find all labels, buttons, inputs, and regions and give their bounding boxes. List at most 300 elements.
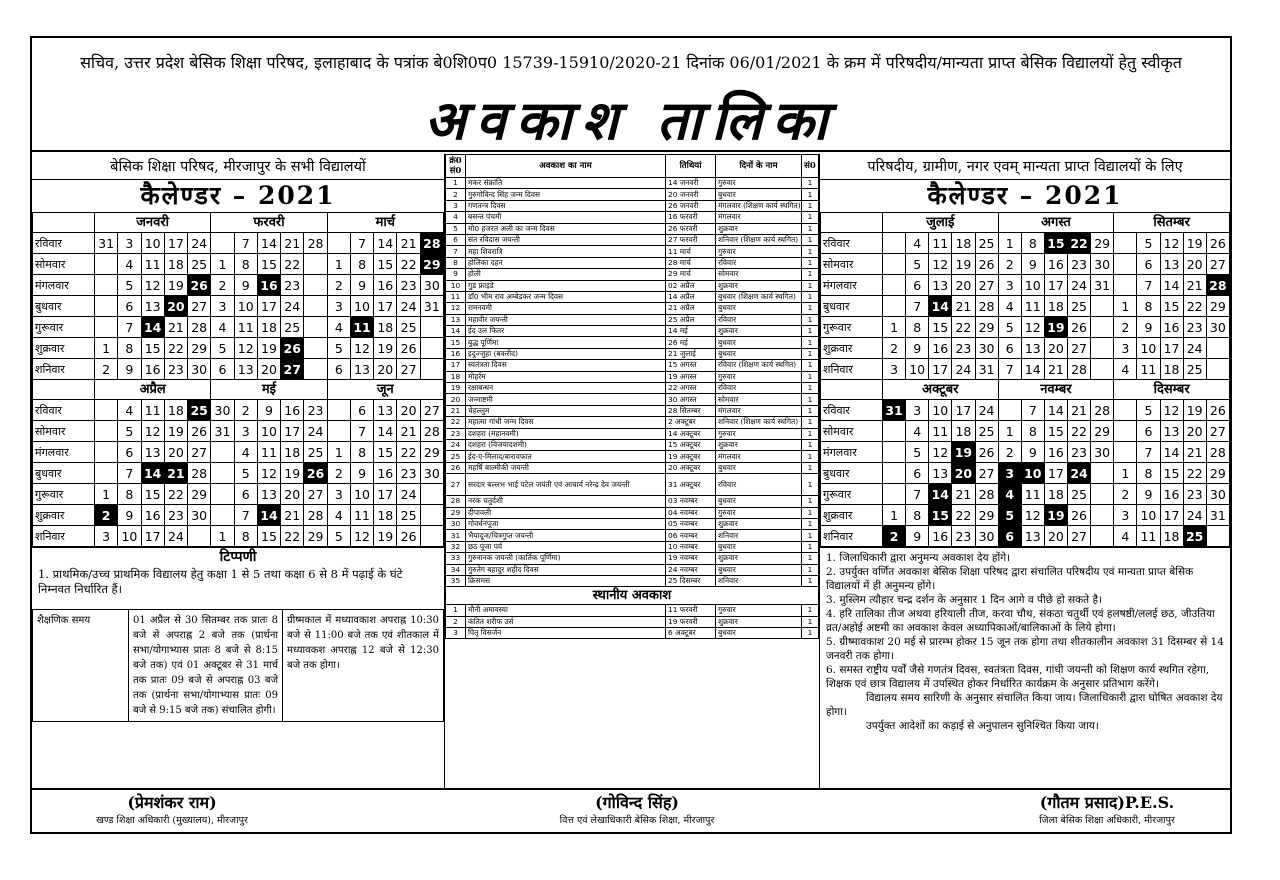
date-cell: 4 xyxy=(118,400,141,421)
holiday-row xyxy=(446,530,819,541)
date-cell: 1 xyxy=(883,505,906,526)
holiday-name: महर्षि बाल्मीकी जयन्ती xyxy=(466,462,666,473)
notes-title: टिप्पणी xyxy=(32,547,444,565)
date-cell: 25 xyxy=(397,505,420,526)
holiday-name: रक्षाबन्धन xyxy=(466,383,666,394)
serial-number: 32 xyxy=(446,541,466,552)
holiday-count: 1 xyxy=(802,223,819,234)
weekday-label: शुक्रवार xyxy=(821,338,883,359)
holiday-count: 1 xyxy=(802,553,819,564)
weekday-label: मंगलवार xyxy=(33,442,95,463)
holiday-day: बुधवार xyxy=(716,462,802,473)
holiday-name: सरदार बल्लभ भाई पटेल जयंती एवं आचार्य नरेन्द्र देव जयन्ती xyxy=(466,474,666,496)
date-cell: 19 xyxy=(374,338,397,359)
holiday-count: 1 xyxy=(802,451,819,462)
date-cell: 19 xyxy=(164,275,187,296)
month-header: जनवरी xyxy=(95,213,211,233)
date-cell xyxy=(1091,505,1114,526)
date-cell: 10 xyxy=(234,296,257,317)
weekday-label: शनिवार xyxy=(33,526,95,547)
serial-number: 21 xyxy=(446,405,466,416)
serial-number: 1 xyxy=(446,178,466,189)
holiday-day: गुरुवार xyxy=(716,507,802,518)
week-row xyxy=(821,421,1230,442)
date-cell: 11 xyxy=(929,421,952,442)
date-cell xyxy=(420,338,443,359)
header-day-names: दिनों के नाम xyxy=(716,155,802,178)
holiday-table-header xyxy=(446,155,819,178)
date-cell: 9 xyxy=(118,359,141,380)
holiday-date: 27 फरवरी xyxy=(666,234,716,245)
holiday-count: 1 xyxy=(802,575,819,586)
date-cell: 1 xyxy=(327,254,350,275)
date-cell: 26 xyxy=(1206,233,1229,254)
date-cell: 9 xyxy=(1137,317,1160,338)
date-cell: 14 xyxy=(374,421,397,442)
holiday-name: संत रविदास जयन्ती xyxy=(466,234,666,245)
date-cell: 29 xyxy=(188,338,211,359)
date-cell: 22 xyxy=(397,254,420,275)
serial-number: 18 xyxy=(446,371,466,382)
date-cell: 23 xyxy=(281,275,304,296)
holiday-date-cell: 19 xyxy=(1044,505,1067,526)
holiday-date-cell: 2 xyxy=(883,526,906,547)
date-cell: 6 xyxy=(118,442,141,463)
date-cell: 17 xyxy=(929,359,952,380)
date-cell: 20 xyxy=(1044,526,1067,547)
date-cell xyxy=(1091,338,1114,359)
date-cell xyxy=(883,233,906,254)
holiday-count: 1 xyxy=(802,280,819,291)
timing-label: शैक्षणिक समय xyxy=(33,610,129,722)
signatory-name-2: (गोविन्द सिंह) xyxy=(595,793,679,812)
date-cell xyxy=(327,400,350,421)
date-cell: 21 xyxy=(397,233,420,254)
holiday-date-cell: 25 xyxy=(188,400,211,421)
date-cell: 8 xyxy=(1021,233,1044,254)
date-cell: 30 xyxy=(420,275,443,296)
month-header: सितम्बर xyxy=(1114,213,1230,233)
date-cell: 17 xyxy=(952,400,975,421)
instruction-item: विद्यालय समय सारिणी के अनुसार संचालित किया जाय। जिलाधिकारी द्वारा घोषित अवकाश देय होगा। xyxy=(826,692,1223,718)
weekday-label: शुक्रवार xyxy=(33,338,95,359)
date-cell: 26 xyxy=(975,442,998,463)
date-cell: 29 xyxy=(1091,421,1114,442)
date-cell: 30 xyxy=(420,463,443,484)
date-cell: 11 xyxy=(929,233,952,254)
holiday-day: गुरुवार xyxy=(716,605,802,616)
weekday-label: सोमवार xyxy=(33,421,95,442)
holiday-count: 1 xyxy=(802,383,819,394)
date-cell: 19 xyxy=(374,526,397,547)
date-cell: 1 xyxy=(998,421,1021,442)
date-cell: 18 xyxy=(257,317,280,338)
holiday-name: जन्माष्टमी xyxy=(466,394,666,405)
date-cell: 10 xyxy=(906,359,929,380)
holiday-count: 1 xyxy=(802,462,819,473)
date-cell xyxy=(95,317,118,338)
date-cell: 22 xyxy=(164,484,187,505)
weekday-label: सोमवार xyxy=(821,254,883,275)
date-cell: 11 xyxy=(141,254,164,275)
date-cell xyxy=(883,442,906,463)
instruction-item: 6. समस्त राष्ट्रीय पर्वों जैसे गणतंत्र दिवस, स्वतंत्रता दिवस, गांधी जयन्ती को शिक्षण कार्य स्थगित रहेगा, शिक्षक एवं छात्र विद्यालय में उपस्थित होकर निर्धारित कार्यक्रम के अनुसार प्रतिभाग करेंगे। xyxy=(826,664,1210,690)
date-cell: 24 xyxy=(1068,275,1091,296)
holiday-row xyxy=(446,257,819,268)
date-cell: 12 xyxy=(1021,505,1044,526)
date-cell: 15 xyxy=(374,254,397,275)
date-cell: 20 xyxy=(397,400,420,421)
date-cell: 25 xyxy=(188,254,211,275)
date-cell: 23 xyxy=(952,338,975,359)
serial-number: 26 xyxy=(446,462,466,473)
date-cell: 7 xyxy=(234,505,257,526)
month-header: मई xyxy=(211,380,327,400)
date-cell xyxy=(304,254,327,275)
serial-number: 6 xyxy=(446,234,466,245)
date-cell: 30 xyxy=(975,526,998,547)
holiday-row xyxy=(446,616,819,627)
holiday-date: 24 नवम्बर xyxy=(666,564,716,575)
date-cell xyxy=(95,254,118,275)
date-cell: 14 xyxy=(1044,400,1067,421)
date-cell xyxy=(304,338,327,359)
date-cell xyxy=(327,421,350,442)
school-timing-table xyxy=(32,609,444,722)
date-cell xyxy=(1091,526,1114,547)
date-cell: 24 xyxy=(397,296,420,317)
date-cell: 3 xyxy=(998,275,1021,296)
date-cell xyxy=(1114,275,1137,296)
date-cell: 6 xyxy=(998,338,1021,359)
date-cell: 21 xyxy=(1044,359,1067,380)
date-cell xyxy=(883,254,906,275)
holiday-name: गुरुतेग बहादुर शहीद दिवस xyxy=(466,564,666,575)
date-cell: 9 xyxy=(1137,484,1160,505)
serial-number: 19 xyxy=(446,383,466,394)
serial-number: 29 xyxy=(446,507,466,518)
holiday-date: 30 अगस्त xyxy=(666,394,716,405)
date-cell: 6 xyxy=(327,359,350,380)
holiday-date-cell: 28 xyxy=(1206,275,1229,296)
date-cell xyxy=(1114,254,1137,275)
serial-number: 35 xyxy=(446,575,466,586)
date-cell xyxy=(211,233,234,254)
date-cell: 29 xyxy=(975,505,998,526)
holiday-day: रविवार (शिक्षण कार्य स्थगित) xyxy=(716,360,802,371)
holiday-row xyxy=(446,553,819,564)
timing-summer-winter: 01 अप्रैल से 30 सितम्बर तक प्रातः 8 बजे से अपराह्न 2 बजे तक (प्रार्थना सभा/योगाभ्यास प्रातः 8 बजे से 8:15 बजे तक) एवं 01 अक्टूबर से 31 मार्च तक प्रातः 09 बजे से अपराह्न 03 बजे तक (प्रार्थना सभा/योगाभ्यास प्रातः 09 बजे से 9:15 बजे तक) संचालित होगी। xyxy=(129,610,283,722)
date-cell: 9 xyxy=(234,275,257,296)
holiday-count: 1 xyxy=(802,628,819,639)
holiday-date-cell: 26 xyxy=(304,463,327,484)
date-cell: 3 xyxy=(327,296,350,317)
date-cell: 25 xyxy=(1183,359,1206,380)
week-row xyxy=(821,275,1230,296)
date-cell: 28 xyxy=(1091,400,1114,421)
date-cell xyxy=(211,463,234,484)
date-cell: 22 xyxy=(164,338,187,359)
date-cell: 10 xyxy=(257,421,280,442)
date-cell: 27 xyxy=(397,359,420,380)
date-cell: 23 xyxy=(164,359,187,380)
holiday-day: सोमवार xyxy=(716,394,802,405)
serial-number: 25 xyxy=(446,451,466,462)
holiday-date: 28 मार्च xyxy=(666,257,716,268)
holiday-row xyxy=(446,246,819,257)
holiday-day: शुक्रवार xyxy=(716,223,802,234)
date-cell xyxy=(95,275,118,296)
date-cell: 28 xyxy=(420,421,443,442)
date-cell: 8 xyxy=(234,526,257,547)
holiday-day: गुरुवार xyxy=(716,428,802,439)
week-row xyxy=(821,317,1230,338)
date-cell: 23 xyxy=(397,275,420,296)
date-cell: 8 xyxy=(234,254,257,275)
date-cell: 2 xyxy=(883,338,906,359)
date-cell: 15 xyxy=(257,526,280,547)
holiday-row xyxy=(446,326,819,337)
date-cell xyxy=(95,296,118,317)
weekday-label: शनिवार xyxy=(33,359,95,380)
holiday-date-cell: 22 xyxy=(1068,233,1091,254)
date-cell xyxy=(420,526,443,547)
holiday-chart-document xyxy=(30,36,1232,834)
date-cell: 1 xyxy=(1114,463,1137,484)
date-cell: 19 xyxy=(1183,233,1206,254)
date-cell: 24 xyxy=(397,484,420,505)
holiday-name: महावीर जयन्ती xyxy=(466,314,666,325)
holiday-row xyxy=(446,360,819,371)
date-cell: 31 xyxy=(420,296,443,317)
holiday-name: पितृ विसर्जन xyxy=(466,628,666,639)
holiday-row xyxy=(446,189,819,200)
date-cell: 7 xyxy=(998,359,1021,380)
holiday-date-cell: 20 xyxy=(952,463,975,484)
date-cell: 7 xyxy=(1137,442,1160,463)
date-cell: 10 xyxy=(1021,275,1044,296)
holiday-day: रविवार xyxy=(716,257,802,268)
date-cell: 17 xyxy=(1044,463,1067,484)
date-cell: 5 xyxy=(327,526,350,547)
holiday-date: 16 फरवरी xyxy=(666,212,716,223)
date-cell: 19 xyxy=(164,421,187,442)
weekday-label: शनिवार xyxy=(821,526,883,547)
date-cell: 31 xyxy=(1206,505,1229,526)
date-cell: 5 xyxy=(211,338,234,359)
date-cell xyxy=(883,421,906,442)
holiday-date: 11 मार्च xyxy=(666,246,716,257)
date-cell: 25 xyxy=(304,442,327,463)
holiday-date: 22 अगस्त xyxy=(666,383,716,394)
serial-number: 34 xyxy=(446,564,466,575)
header-serial: क्रं0 सं0 xyxy=(446,155,466,178)
holiday-row xyxy=(446,564,819,575)
holiday-date-cell: 14 xyxy=(141,463,164,484)
holiday-date: 26 मई xyxy=(666,337,716,348)
date-cell: 3 xyxy=(118,233,141,254)
holiday-date-cell: 25 xyxy=(1183,526,1206,547)
holiday-row xyxy=(446,337,819,348)
serial-number: 2 xyxy=(446,616,466,627)
date-cell: 6 xyxy=(234,484,257,505)
date-cell: 24 xyxy=(164,526,187,547)
holiday-count: 1 xyxy=(802,371,819,382)
serial-number: 13 xyxy=(446,314,466,325)
holiday-count: 1 xyxy=(802,348,819,359)
holiday-count: 1 xyxy=(802,496,819,507)
date-cell: 4 xyxy=(1114,359,1137,380)
date-cell: 1 xyxy=(883,317,906,338)
holiday-date-cell: 10 xyxy=(1021,463,1044,484)
holiday-day: शनिवार xyxy=(716,530,802,541)
date-cell: 6 xyxy=(1137,254,1160,275)
holiday-day: मंगलवार xyxy=(716,212,802,223)
week-row xyxy=(33,400,444,421)
holiday-row xyxy=(446,303,819,314)
instructions-list xyxy=(820,547,1230,736)
holiday-row xyxy=(446,280,819,291)
holiday-table xyxy=(445,154,819,587)
holiday-date: 29 मार्च xyxy=(666,269,716,280)
month-header: जून xyxy=(327,380,443,400)
date-cell: 21 xyxy=(281,505,304,526)
instruction-item: 1. जिलाधिकारी द्वारा अनुमन्य अवकाश देय होंगे। xyxy=(826,552,1011,564)
holiday-list-section xyxy=(445,154,820,788)
holiday-row xyxy=(446,348,819,359)
holiday-date: 19 नवम्बर xyxy=(666,553,716,564)
date-cell: 9 xyxy=(1021,442,1044,463)
date-cell: 13 xyxy=(929,463,952,484)
holiday-day: शनिवार (शिक्षण कार्य स्थगित) xyxy=(716,234,802,245)
holiday-row xyxy=(446,439,819,450)
date-cell: 31 xyxy=(1091,275,1114,296)
holiday-count: 1 xyxy=(802,474,819,496)
date-cell: 3 xyxy=(1114,338,1137,359)
date-cell xyxy=(883,484,906,505)
holiday-row xyxy=(446,451,819,462)
date-cell: 21 xyxy=(164,317,187,338)
date-cell: 14 xyxy=(1160,275,1183,296)
date-cell: 16 xyxy=(141,505,164,526)
week-row xyxy=(33,463,444,484)
date-cell: 23 xyxy=(164,505,187,526)
calendar-jul-dec xyxy=(820,212,1230,547)
date-cell: 15 xyxy=(141,338,164,359)
holiday-day: बुधवार xyxy=(716,337,802,348)
month-header: दिसम्बर xyxy=(1114,380,1230,400)
date-cell: 20 xyxy=(281,484,304,505)
serial-number: 33 xyxy=(446,553,466,564)
holiday-date-cell: 31 xyxy=(883,400,906,421)
date-cell: 22 xyxy=(1068,421,1091,442)
date-cell: 5 xyxy=(998,317,1021,338)
serial-number: 8 xyxy=(446,257,466,268)
week-row xyxy=(33,338,444,359)
date-cell: 12 xyxy=(1160,400,1183,421)
holiday-row xyxy=(446,518,819,529)
holiday-name: चेहल्लुम xyxy=(466,405,666,416)
holiday-day: शुक्रवार xyxy=(716,616,802,627)
date-cell: 30 xyxy=(188,505,211,526)
date-cell: 24 xyxy=(1183,338,1206,359)
date-cell: 6 xyxy=(211,359,234,380)
signature-block-3 xyxy=(992,792,1222,828)
holiday-date-cell: 14 xyxy=(929,296,952,317)
date-cell: 6 xyxy=(906,275,929,296)
week-row xyxy=(821,442,1230,463)
date-cell xyxy=(998,400,1021,421)
holiday-day: शनिवार (शिक्षण कार्य स्थगित) xyxy=(716,417,802,428)
holiday-date-cell: 20 xyxy=(164,296,187,317)
date-cell: 23 xyxy=(1068,254,1091,275)
date-cell: 17 xyxy=(1160,505,1183,526)
instruction-item: 3. मुस्लिम त्यौहार चन्द्र दर्शन के अनुसार 1 दिन आगे व पीछे हो सकते है। xyxy=(826,594,1103,606)
date-cell: 7 xyxy=(234,233,257,254)
serial-number: 14 xyxy=(446,326,466,337)
holiday-date-cell: 11 xyxy=(350,317,373,338)
date-cell: 26 xyxy=(397,526,420,547)
date-cell: 12 xyxy=(929,254,952,275)
serial-number: 10 xyxy=(446,280,466,291)
holiday-date-cell: 6 xyxy=(998,526,1021,547)
serial-number: 2 xyxy=(446,189,466,200)
holiday-day: बुधवार xyxy=(716,628,802,639)
date-cell: 27 xyxy=(1206,421,1229,442)
date-cell: 7 xyxy=(350,233,373,254)
serial-number: 28 xyxy=(446,496,466,507)
holiday-date: 11 फरवरी xyxy=(666,605,716,616)
date-cell: 13 xyxy=(141,442,164,463)
date-cell: 29 xyxy=(304,526,327,547)
date-cell: 4 xyxy=(234,442,257,463)
serial-number: 5 xyxy=(446,223,466,234)
week-row xyxy=(821,505,1230,526)
holiday-count: 1 xyxy=(802,291,819,302)
date-cell xyxy=(420,317,443,338)
date-cell: 7 xyxy=(118,317,141,338)
holiday-date-cell: 29 xyxy=(420,254,443,275)
date-cell: 1 xyxy=(211,526,234,547)
date-cell: 18 xyxy=(1044,296,1067,317)
date-cell: 18 xyxy=(164,400,187,421)
holiday-date: 15 अगस्त xyxy=(666,360,716,371)
holiday-date-cell: 28 xyxy=(420,233,443,254)
date-cell: 15 xyxy=(257,254,280,275)
date-cell: 8 xyxy=(118,338,141,359)
serial-number: 31 xyxy=(446,530,466,541)
date-cell: 8 xyxy=(118,484,141,505)
date-cell xyxy=(327,233,350,254)
weekday-label: गुरूवार xyxy=(33,317,95,338)
holiday-row xyxy=(446,507,819,518)
date-cell: 2 xyxy=(234,400,257,421)
holiday-date: 25 दिसम्बर xyxy=(666,575,716,586)
holiday-count: 1 xyxy=(802,257,819,268)
holiday-name: दशहरा (महानवमी) xyxy=(466,428,666,439)
holiday-count: 1 xyxy=(802,518,819,529)
date-cell: 19 xyxy=(257,338,280,359)
holiday-date: 14 अप्रैल xyxy=(666,291,716,302)
serial-number: 1 xyxy=(446,605,466,616)
instruction-item: 2. उपर्युक्त वर्णित अवकाश बेसिक शिक्षा परिषद द्वारा संचालित परिषदीय एवं मान्यता प्राप्त बेसिक विद्यालयों में ही अनुमन्य होंगे। xyxy=(826,566,1194,592)
date-cell xyxy=(304,296,327,317)
month-header: अगस्त xyxy=(998,213,1114,233)
holiday-count: 1 xyxy=(802,337,819,348)
date-cell: 28 xyxy=(304,505,327,526)
date-cell: 16 xyxy=(281,400,304,421)
weekday-label: गुरूवार xyxy=(821,317,883,338)
